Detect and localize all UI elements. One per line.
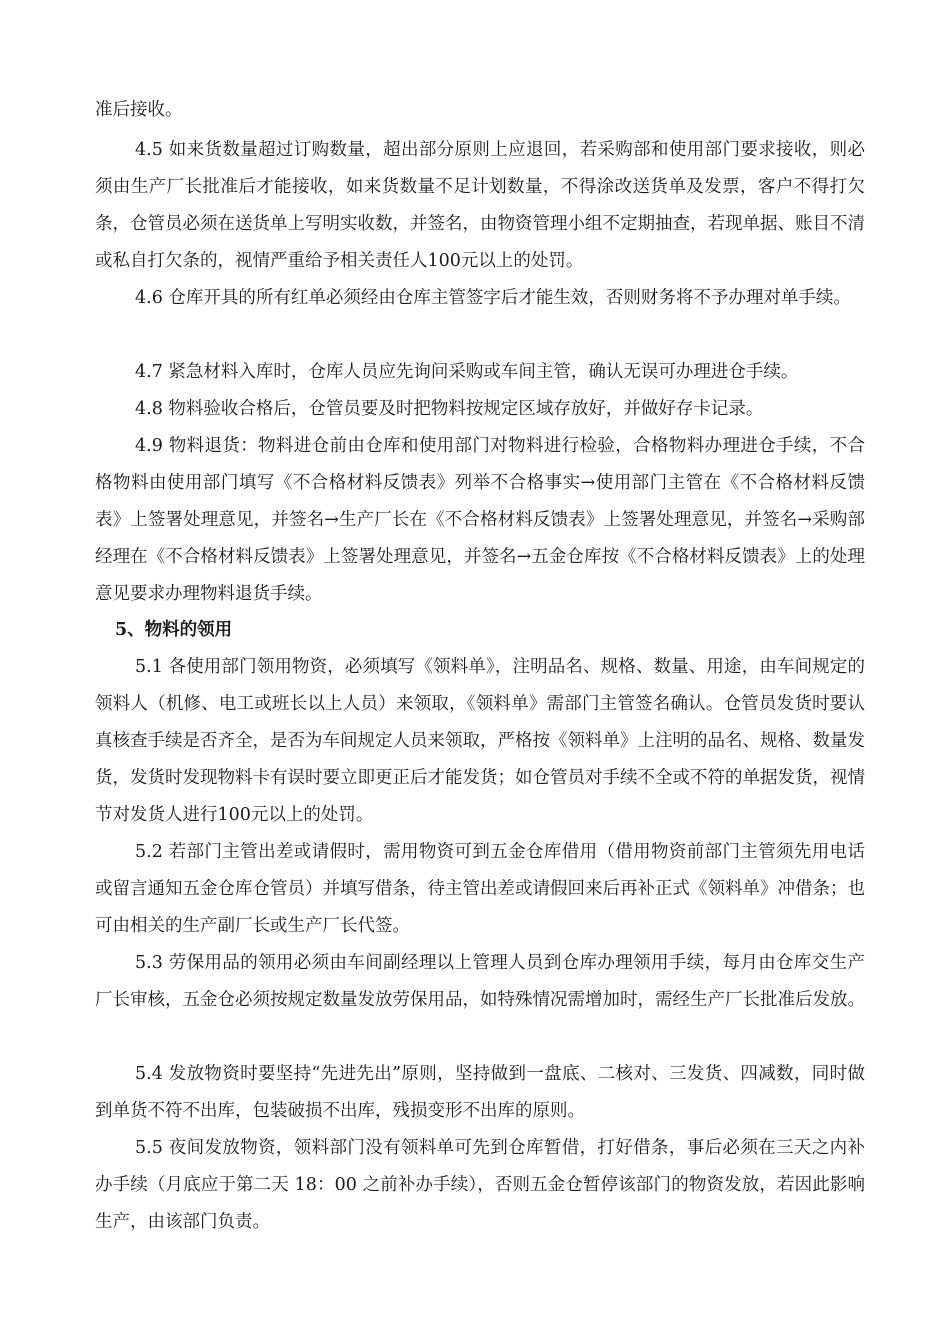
paragraph-5-5: 5.5 夜间发放物资，领料部门没有领料单可先到仓库暂借，打好借条，事后必须在三天之内补办手续（月底应于第二天 18：00 之前补办手续），否则五金仓暂停该部门的物资发放，若因此影响生产，由该部门负责。 bbox=[95, 1138, 865, 1232]
paragraph-4-6: 4.6 仓库开具的所有红单必须经由仓库主管签字后才能生效，否则财务将不予办理对单手续。 bbox=[135, 288, 851, 308]
paragraph-5-2: 5.2 若部门主管出差或请假时，需用物资可到五金仓库借用（借用物资前部门主管须先用电话或留言通知五金仓库仓管员）并填写借条，待主管出差或请假回来后再补正式《领料单》冲借条；也可由相关的生产副厂长或生产厂长代签。 bbox=[95, 842, 865, 936]
paragraph-4-9: 4.9 物料退货：物料进仓前由仓库和使用部门对物料进行检验，合格物料办理进仓手续，不合格物料由使用部门填写《不合格材料反馈表》列举不合格事实→使用部门主管在《不合格材料反馈表》上签署处理意见，并签名→生产厂长在《不合格材料反馈表》上签署处理意见，并签名→采购部经理在《不合格材料反馈表》上签署处理意见，并签名→五金仓库按《不合格材料反馈表》上的处理意见要求办理物料退货手续。 bbox=[95, 436, 865, 604]
paragraph-5-1: 5.1 各使用部门领用物资，必须填写《领料单》，注明品名、规格、数量、用途，由车间规定的领料人（机修、电工或班长以上人员）来领取，《领料单》需部门主管签名确认。仓管员发货时要认真核查手续是否齐全，是否为车间规定人员来领取，严格按《领料单》上注明的品名、规格、数量发货，发货时发现物料卡有误时要立即更正后才能发货；如仓管员对手续不全或不符的单据发货，视情节对发货人进行100元以上的处罚。 bbox=[95, 657, 865, 825]
section-5-heading: 5、物料的领用 bbox=[115, 620, 233, 640]
paragraph-4-7: 4.7 紧急材料入库时，仓库人员应先询问采购或车间主管，确认无误可办理进仓手续。 bbox=[135, 362, 799, 382]
paragraph-continuation: 准后接收。 bbox=[95, 100, 183, 120]
paragraph-5-4: 5.4 发放物资时要坚持“先进先出”原则，坚持做到一盘底、二核对、三发货、四减数，同时做到单货不符不出库，包装破损不出库，残损变形不出库的原则。 bbox=[95, 1064, 865, 1121]
paragraph-5-3: 5.3 劳保用品的领用必须由车间副经理以上管理人员到仓库办理领用手续，每月由仓库交生产厂长审核，五金仓必须按规定数量发放劳保用品，如特殊情况需增加时，需经生产厂长批准后发放。 bbox=[95, 953, 865, 1010]
paragraph-4-5: 4.5 如来货数量超过订购数量，超出部分原则上应退回，若采购部和使用部门要求接收，则必须由生产厂长批准后才能接收，如来货数量不足计划数量，不得涂改送货单及发票，客户不得打欠条，仓管员必须在送货单上写明实收数，并签名，由物资管理小组不定期抽查，若现单据、账目不清或私自打欠条的，视情严重给予相关责任人100元以上的处罚。 bbox=[95, 140, 865, 271]
paragraph-4-8: 4.8 物料验收合格后，仓管员要及时把物料按规定区域存放好，并做好存卡记录。 bbox=[135, 399, 764, 419]
